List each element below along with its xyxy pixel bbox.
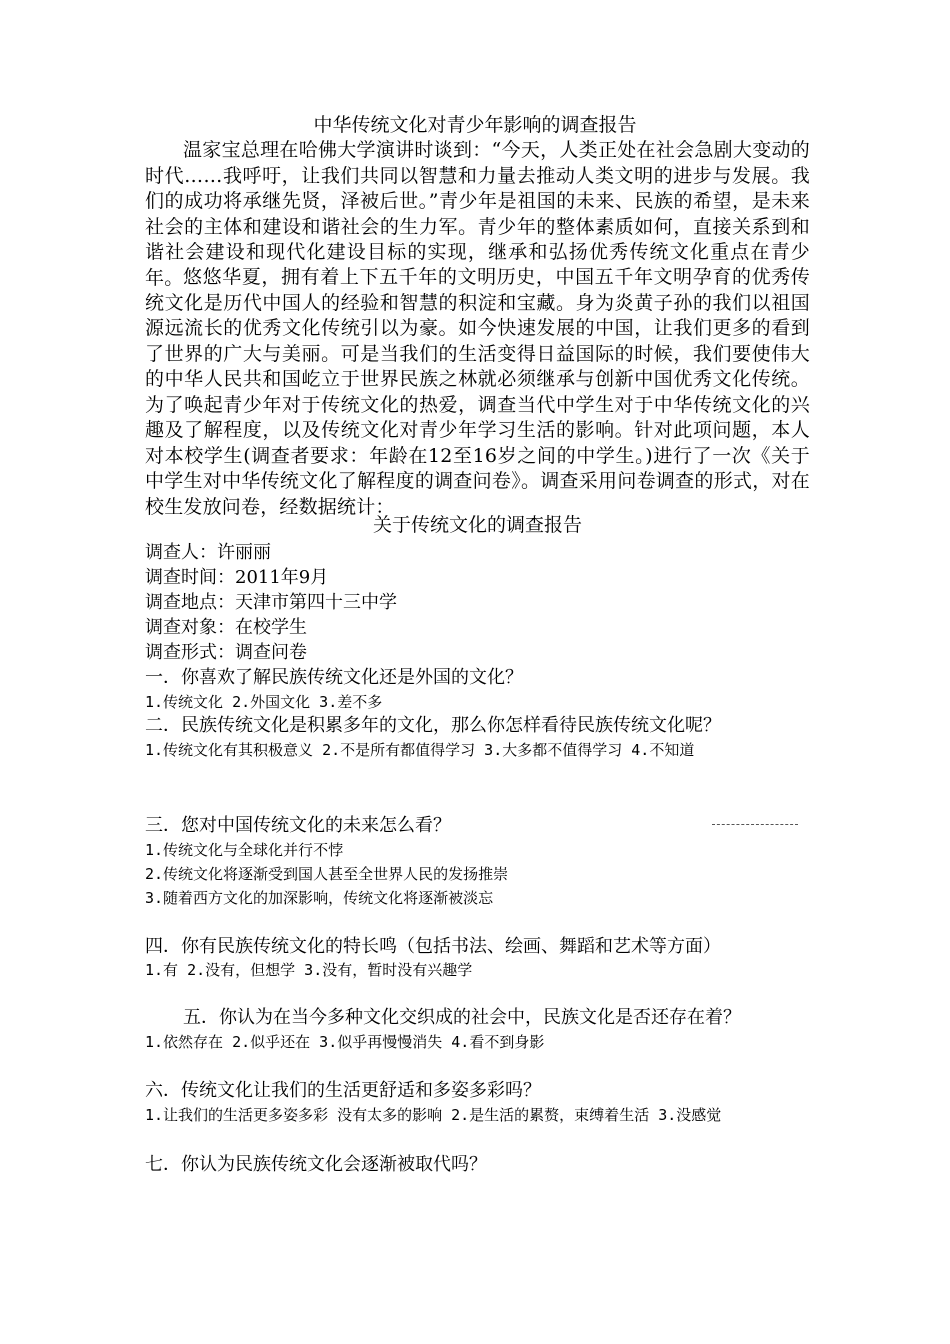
question-1: 一．你喜欢了解民族传统文化还是外国的文化？ xyxy=(145,667,523,688)
survey-title: 关于传统文化的调查报告 xyxy=(372,514,582,536)
dashed-rule xyxy=(712,824,798,825)
question-5: 五．你认为在当今多种文化交织成的社会中，民族文化是否还存在着？ xyxy=(183,1007,741,1028)
question-6: 六．传统文化让我们的生活更舒适和多姿多彩吗？ xyxy=(145,1080,541,1101)
question-1-options: 1.传统文化 2.外国文化 3.差不多 xyxy=(145,693,383,711)
question-5-options: 1.依然存在 2.似乎还在 3.似乎再慢慢消失 4.看不到身影 xyxy=(145,1033,545,1051)
question-4: 四．你有民族传统文化的特长鸣（包括书法、绘画、舞蹈和艺术等方面） xyxy=(145,936,721,957)
question-2-options: 1.传统文化有其积极意义 2.不是所有都值得学习 3.大多都不值得学习 4.不知道 xyxy=(145,741,695,759)
question-2: 二．民族传统文化是积累多年的文化，那么你怎样看待民族传统文化呢？ xyxy=(145,715,721,736)
question-3-option-3: 3.随着西方文化的加深影响，传统文化将逐渐被淡忘 xyxy=(145,889,494,907)
survey-location-line: 调查地点：天津市第四十三中学 xyxy=(145,592,397,613)
background-paragraph: 悠悠华夏，拥有着上下五千年的文明历史，中国五千年文明孕育的优秀传统文化是历代中国人的经验和智慧的积淀和宝藏。身为炎黄子孙的我们以祖国源远流长的优秀文化传统引以为豪。如今快速发展的中国，让我们更多的看到了世界的广大与美丽。可是当我们的生活变得日益国际的时候，我们要使伟大的中华人民共和国屹立于世界民族之林就必须继承与创新中国优秀文化传统。为了唤起青少年对于传统文化的热爱，调查当代中学生对于中华传统文化的兴趣及了解程度，以及传统文化对青少年学习生活的影响。针对此项问题，本人对本校学生(调查者要求：年龄在12至16岁之间的中学生。)进行了一次《关于中学生对中华传统文化了解程度的调查问卷》。调查采用问卷调查的形式，对在校生发放问卷，经数据统计： xyxy=(145,266,810,518)
question-4-options: 1.有 2.没有，但想学 3.没有，暂时没有兴趣学 xyxy=(145,961,473,979)
question-3-option-2: 2.传统文化将逐渐受到国人甚至全世界人民的发扬推崇 xyxy=(145,865,509,883)
document-title: 中华传统文化对青少年影响的调查报告 xyxy=(313,114,637,136)
question-7: 七．你认为民族传统文化会逐渐被取代吗？ xyxy=(145,1154,487,1175)
question-3: 三．您对中国传统文化的未来怎么看？ xyxy=(145,815,451,836)
surveyor-line: 调查人：许丽丽 xyxy=(145,542,271,563)
survey-format-line: 调查形式：调查问卷 xyxy=(145,642,307,663)
question-3-option-1: 1.传统文化与全球化并行不悖 xyxy=(145,841,344,859)
question-6-options: 1.让我们的生活更多姿多彩 没有太多的影响 2.是生活的累赘，束缚着生活 3.没感觉 xyxy=(145,1106,722,1124)
survey-time-line: 调查时间：2011年9月 xyxy=(145,567,329,588)
intro-paragraph: 温家宝总理在哈佛大学演讲时谈到：“今天，人类正处在社会急剧大变动的时代……我呼吁，让我们共同以智慧和力量去推动人类文明的进步与发展。我们的成功将承继先贤，泽被后世。”青少年是祖国的未来、民族的希望，是未来社会的主体和建设和谐社会的生力军。青少年的整体素质如何，直接关系到和谐社会建设和现代化建设目标的实现，继承和弘扬优秀传统文化重点在青少年。 xyxy=(145,139,810,289)
survey-target-line: 调查对象：在校学生 xyxy=(145,617,307,638)
